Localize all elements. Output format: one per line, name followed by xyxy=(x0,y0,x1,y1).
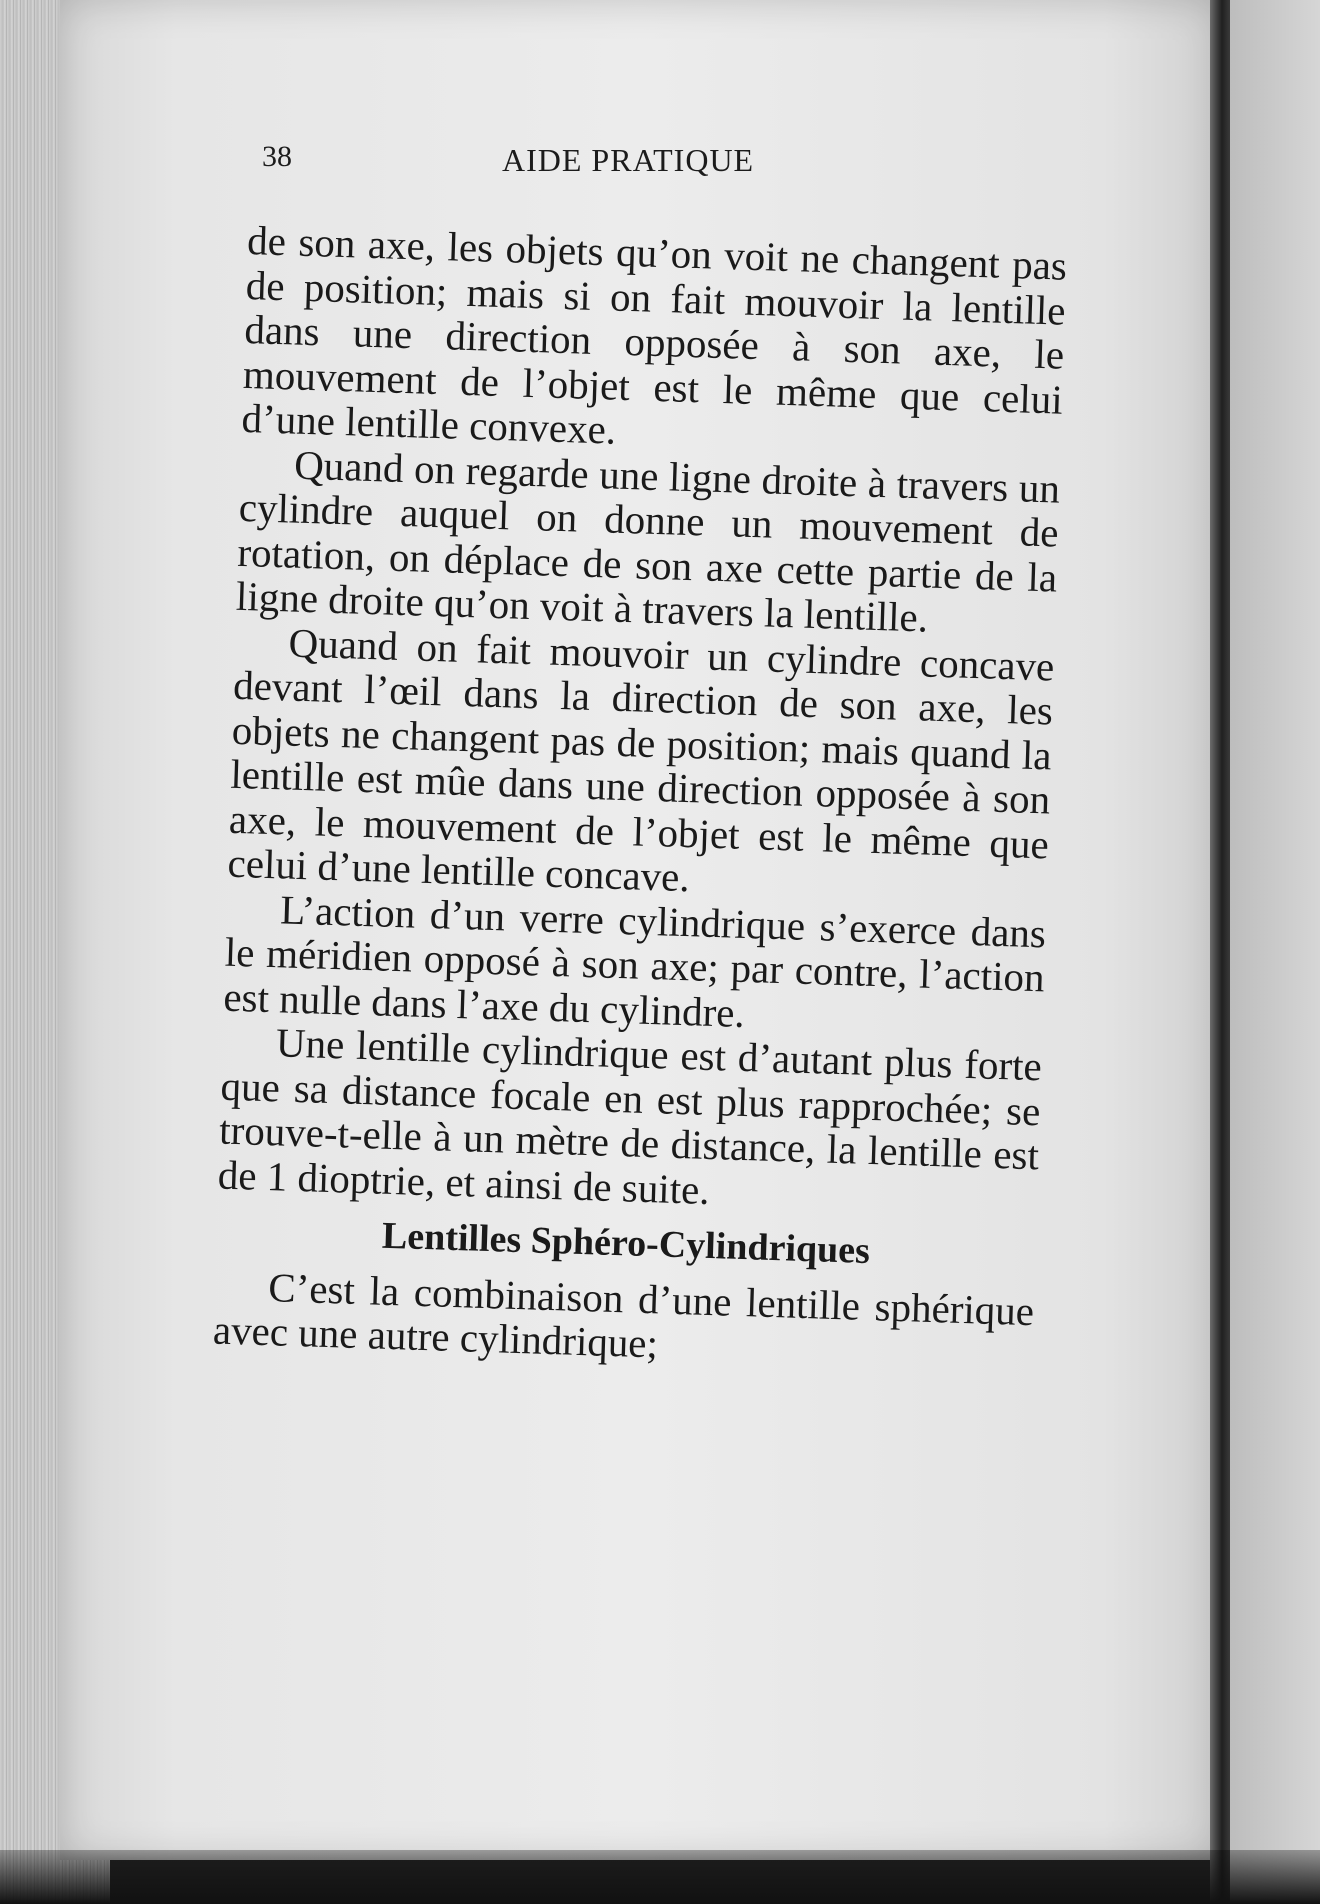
paragraph-continued: de son axe, les objets qu’on voit ne changent pas de position; mais si on fait mouvoir la lentille dans une direction opposée à son axe, le mouvement de l’objet est le même que celui d’une lentille convexe. xyxy=(240,217,1068,453)
paragraph: Quand on regarde une ligne droite à travers un cylindre auquel on donne un mouvement de rotation, on déplace de son axe cette partie de la ligne droite qu’on voit à travers la lentille. xyxy=(235,441,1061,641)
bottom-shadow xyxy=(0,1850,1320,1904)
paragraph: L’action d’un verre cylindrique s’exerce dans le méridien opposé à son axe; par contre, l’action est nulle dans l’axe du cylindre. xyxy=(222,885,1047,1036)
running-head: AIDE PRATIQUE xyxy=(502,142,755,178)
paragraph: Quand on fait mouvoir un cylindre concave devant l’œil dans la direction de son axe, les objets ne changent pas de position; mais quand la lentille est mûe dans une direction opposée à son axe, le mouvement de l’objet est le même que celui d’une lentille concave. xyxy=(227,618,1056,901)
page-number: 38 xyxy=(262,140,292,173)
section-heading: Lentilles Sphéro-Cylindriques xyxy=(381,1214,871,1273)
paragraph: Une lentille cylindrique est d’autant plus forte que sa distance focale en est plus rapprochée; se trouve-t-elle à un mètre de distance, la lentille est de 1 dioptrie, et ainsi de suite. xyxy=(217,1019,1043,1213)
page-body xyxy=(212,218,1067,1378)
facing-page-edge xyxy=(1230,0,1320,1904)
book-gutter xyxy=(1210,0,1230,1904)
paragraph: C’est la combinaison d’une lentille sphérique avec une autre cylindrique; xyxy=(212,1263,1035,1367)
